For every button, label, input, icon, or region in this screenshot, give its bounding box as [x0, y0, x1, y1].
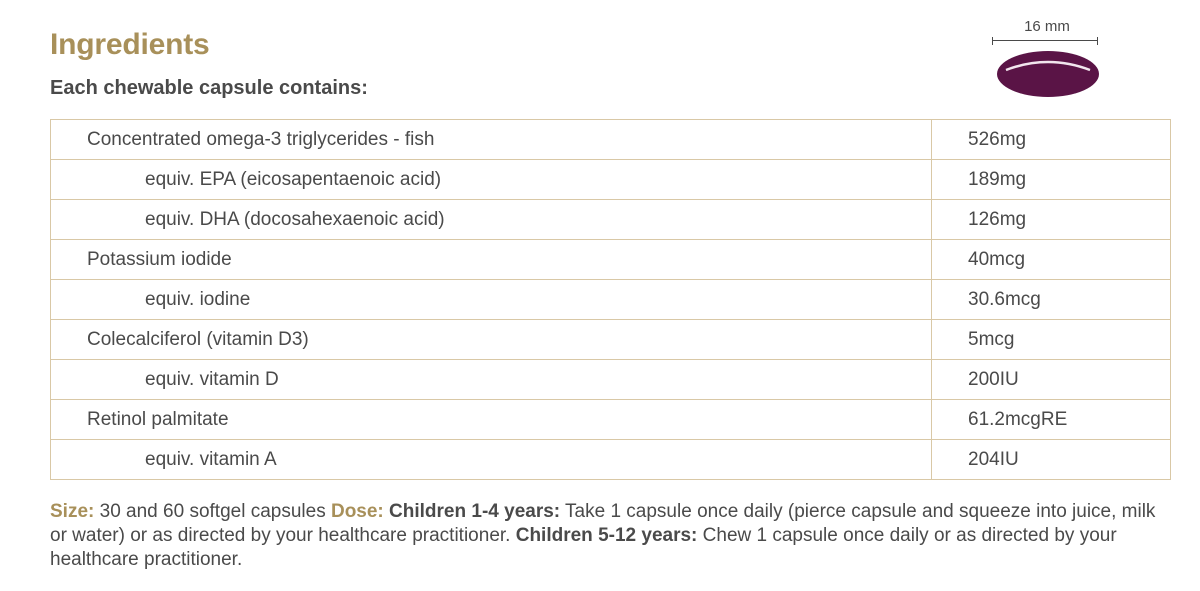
ingredient-amount: 126mg [932, 200, 1171, 240]
ingredient-row [51, 400, 1171, 440]
ingredients-table [50, 119, 1171, 480]
ingredient-row [51, 320, 1171, 360]
ingredient-amount: 40mcg [932, 240, 1171, 280]
children-1-4-text: Take 1 capsule once daily (pierce capsule and squeeze into juice, milk or water) or as directed by your healthcare practitioner. [50, 501, 1156, 546]
capsule-size-graphic [992, 14, 1102, 100]
children-5-12-label: Children 5-12 years: [515, 525, 698, 546]
ingredient-name: Concentrated omega-3 triglycerides - fish [51, 120, 932, 160]
ingredient-name: equiv. iodine [51, 280, 932, 320]
size-label: Size: [50, 501, 95, 522]
ingredient-amount: 189mg [932, 160, 1171, 200]
section-subtitle: Each chewable capsule contains: [50, 77, 368, 99]
ingredient-row [51, 440, 1171, 480]
ingredient-amount: 30.6mcg [932, 280, 1171, 320]
ingredient-row [51, 160, 1171, 200]
capsule-size-label: 16 mm [1024, 18, 1070, 35]
ingredient-name: equiv. EPA (eicosapentaenoic acid) [51, 160, 932, 200]
ingredient-name: Retinol palmitate [51, 400, 932, 440]
size-text: 30 and 60 softgel capsules [94, 501, 331, 522]
page-title: Ingredients [50, 28, 210, 61]
dimension-line [992, 40, 1098, 41]
ingredient-row [51, 120, 1171, 160]
ingredient-row [51, 360, 1171, 400]
softgel-capsule-icon [996, 50, 1100, 98]
ingredient-name: equiv. vitamin A [51, 440, 932, 480]
ingredient-name: Potassium iodide [51, 240, 932, 280]
ingredient-amount: 5mcg [932, 320, 1171, 360]
usage-info [50, 500, 1170, 572]
dose-label: Dose: [330, 501, 384, 522]
ingredient-name: equiv. vitamin D [51, 360, 932, 400]
ingredient-amount: 204IU [932, 440, 1171, 480]
ingredient-row [51, 280, 1171, 320]
ingredient-row [51, 240, 1171, 280]
ingredient-name: Colecalciferol (vitamin D3) [51, 320, 932, 360]
ingredient-name: equiv. DHA (docosahexaenoic acid) [51, 200, 932, 240]
ingredient-row [51, 200, 1171, 240]
ingredient-amount: 200IU [932, 360, 1171, 400]
ingredient-amount: 526mg [932, 120, 1171, 160]
children-5-12-text: Chew 1 capsule once daily or as directed by your healthcare practitioner. [50, 525, 1117, 570]
children-1-4-label: Children 1-4 years: [383, 501, 561, 522]
ingredient-amount: 61.2mcgRE [932, 400, 1171, 440]
